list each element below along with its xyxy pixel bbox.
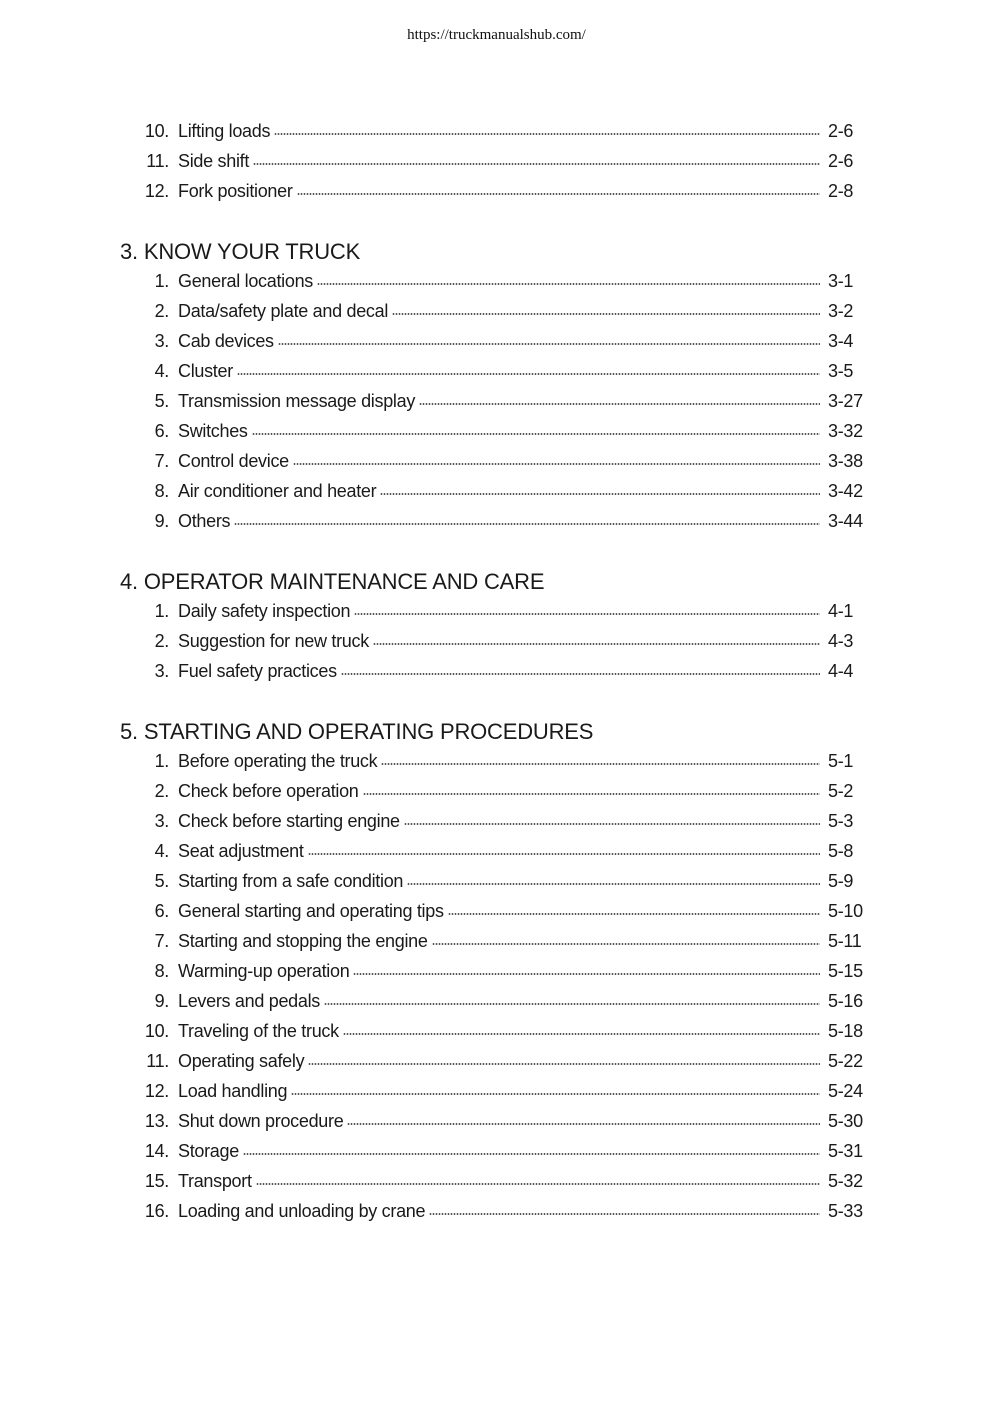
- toc-entry-number: 2.: [154, 631, 169, 651]
- dot-leader: [407, 883, 820, 885]
- toc-entry-line: [178, 869, 820, 893]
- toc-entry-number: 9.: [154, 991, 169, 1011]
- toc-entry[interactable]: [0, 809, 993, 839]
- toc-entry-page: 5-3: [828, 811, 854, 831]
- toc-entry-line: [178, 1109, 820, 1133]
- dot-leader: [432, 943, 820, 945]
- toc-entry[interactable]: [0, 1169, 993, 1199]
- toc-entry-number: 11.: [146, 151, 169, 171]
- toc-entry[interactable]: [0, 269, 993, 299]
- toc-entry-label: Cab devices: [178, 329, 278, 353]
- toc-entry-label: Control device: [178, 449, 293, 473]
- toc-entry-line: [178, 809, 820, 833]
- toc-entry[interactable]: [0, 959, 993, 989]
- toc-entry-label: Air conditioner and heater: [178, 479, 380, 503]
- toc-entry[interactable]: [0, 1109, 993, 1139]
- dot-leader: [404, 823, 820, 825]
- dot-leader: [291, 1093, 820, 1095]
- toc-entry-page: 4-4: [828, 661, 854, 681]
- dot-leader: [373, 643, 820, 645]
- toc-entry-number: 12.: [144, 1081, 169, 1101]
- toc-entry-number: 6.: [154, 901, 169, 921]
- toc-entry-page: 5-9: [828, 871, 854, 891]
- dot-leader: [354, 613, 820, 615]
- toc-entry[interactable]: [0, 1019, 993, 1049]
- toc-entry-label: Check before operation: [178, 779, 363, 803]
- toc-entry[interactable]: [0, 899, 993, 929]
- dot-leader: [243, 1153, 820, 1155]
- toc-entry-line: [178, 449, 820, 473]
- toc-entry-line: [178, 179, 820, 203]
- dot-leader: [293, 463, 820, 465]
- toc-entry-page: 5-30: [828, 1111, 863, 1131]
- toc-entry-label: Transmission message display: [178, 389, 419, 413]
- toc-entry-page: 5-33: [828, 1201, 863, 1221]
- toc-entry-line: [178, 359, 820, 383]
- toc-entry[interactable]: [0, 599, 993, 629]
- toc-entry-line: [178, 329, 820, 353]
- dot-leader: [392, 313, 820, 315]
- toc-entry-line: [178, 1019, 820, 1043]
- toc-entry-line: [178, 899, 820, 923]
- toc-entry[interactable]: [0, 299, 993, 329]
- toc-entry-number: 5.: [154, 871, 169, 891]
- toc-entry-number: 1.: [154, 751, 169, 771]
- toc-entry-number: 9.: [154, 511, 169, 531]
- dot-leader: [234, 523, 820, 525]
- toc-entry-page: 3-1: [828, 271, 854, 291]
- toc-entry-number: 12.: [144, 181, 169, 201]
- dot-leader: [419, 403, 820, 405]
- toc-entry-label: Side shift: [178, 149, 253, 173]
- toc-entry[interactable]: [0, 779, 993, 809]
- toc-entry-page: 5-1: [828, 751, 854, 771]
- dot-leader: [253, 163, 820, 165]
- dot-leader: [353, 973, 820, 975]
- toc-entry-page: 5-10: [828, 901, 863, 921]
- toc-entry-line: [178, 269, 820, 293]
- toc-entry-line: [178, 1169, 820, 1193]
- toc-entry-page: 5-24: [828, 1081, 863, 1101]
- toc-entry-label: Daily safety inspection: [178, 599, 354, 623]
- toc-entry-number: 3.: [154, 331, 169, 351]
- section-title: 3. KNOW YOUR TRUCK: [120, 239, 361, 264]
- toc-entry-number: 3.: [154, 661, 169, 681]
- toc-entry-number: 15.: [144, 1171, 169, 1191]
- dot-leader: [347, 1123, 820, 1125]
- toc-entry-number: 8.: [154, 961, 169, 981]
- dot-leader: [256, 1183, 820, 1185]
- toc-entry[interactable]: [0, 329, 993, 359]
- toc-entry-page: 5-22: [828, 1051, 863, 1071]
- toc-entry-page: 2-6: [828, 151, 854, 171]
- toc-entry[interactable]: [0, 389, 993, 419]
- toc-entry-label: Storage: [178, 1139, 243, 1163]
- toc-entry-page: 3-5: [828, 361, 854, 381]
- dot-leader: [380, 493, 820, 495]
- toc-entry-line: [178, 389, 820, 413]
- toc-entry-page: 2-6: [828, 121, 854, 141]
- dot-leader: [324, 1003, 820, 1005]
- toc-entry-number: 3.: [154, 811, 169, 831]
- toc-entry-label: Transport: [178, 1169, 256, 1193]
- toc-entry[interactable]: [0, 839, 993, 869]
- toc-entry-line: [178, 839, 820, 863]
- toc-entry-line: [178, 929, 820, 953]
- toc-entry-label: Seat adjustment: [178, 839, 308, 863]
- toc-entry-label: General locations: [178, 269, 317, 293]
- toc-entry-line: [178, 419, 820, 443]
- header-url[interactable]: https://truckmanualshub.com/: [407, 27, 586, 43]
- toc-entry-line: [178, 749, 820, 773]
- toc-entry-label: Fork positioner: [178, 179, 297, 203]
- toc-entry[interactable]: [0, 1049, 993, 1079]
- toc-entry[interactable]: [0, 509, 993, 539]
- toc-entry-line: [178, 299, 820, 323]
- toc-entry-number: 7.: [154, 931, 169, 951]
- toc-entry[interactable]: [0, 1199, 993, 1229]
- toc-entry-page: 5-2: [828, 781, 854, 801]
- toc-entry-number: 5.: [154, 391, 169, 411]
- toc-entry-line: [178, 659, 820, 683]
- toc-entry[interactable]: [0, 419, 993, 449]
- toc-entry-number: 8.: [154, 481, 169, 501]
- toc-entry-page: 5-8: [828, 841, 854, 861]
- dot-leader: [363, 793, 820, 795]
- toc-entry-number: 10.: [144, 121, 169, 141]
- toc-entry-page: 3-27: [828, 391, 863, 411]
- toc-entry-label: Starting and stopping the engine: [178, 929, 432, 953]
- toc-entry-label: Cluster: [178, 359, 237, 383]
- toc-entry-label: General starting and operating tips: [178, 899, 448, 923]
- toc-entry-page: 3-32: [828, 421, 863, 441]
- toc-entry-number: 10.: [144, 1021, 169, 1041]
- toc-entry-page: 3-2: [828, 301, 854, 321]
- toc-entry[interactable]: [0, 359, 993, 389]
- toc-entry-line: [178, 1049, 820, 1073]
- dot-leader: [381, 763, 820, 765]
- toc-entry-label: Lifting loads: [178, 119, 274, 143]
- dot-leader: [278, 343, 820, 345]
- toc-entry-number: 2.: [154, 781, 169, 801]
- toc-entry-label: Levers and pedals: [178, 989, 324, 1013]
- toc-entry-number: 11.: [146, 1051, 169, 1071]
- toc-entry-line: [178, 1079, 820, 1103]
- toc-entry-label: Operating safely: [178, 1049, 308, 1073]
- toc-entry-number: 2.: [154, 301, 169, 321]
- toc-entry-page: 5-31: [828, 1141, 863, 1161]
- toc-entry[interactable]: [0, 749, 993, 779]
- toc-entry[interactable]: [0, 869, 993, 899]
- toc-entry-page: 3-4: [828, 331, 854, 351]
- toc-entry-line: [178, 479, 820, 503]
- section-title: 5. STARTING AND OPERATING PROCEDURES: [120, 719, 594, 744]
- toc-entry-label: Fuel safety practices: [178, 659, 341, 683]
- toc-entry-label: Starting from a safe condition: [178, 869, 407, 893]
- toc-entry-line: [178, 629, 820, 653]
- dot-leader: [237, 373, 820, 375]
- toc-entry-label: Shut down procedure: [178, 1109, 347, 1133]
- toc-entry-label: Suggestion for new truck: [178, 629, 373, 653]
- toc-entry-page: 5-11: [828, 931, 862, 951]
- toc-entry-line: [178, 1199, 820, 1223]
- toc-entry-number: 1.: [154, 271, 169, 291]
- toc-entry-label: Before operating the truck: [178, 749, 381, 773]
- toc-entry-page: 5-18: [828, 1021, 863, 1041]
- toc-entry-number: 13.: [144, 1111, 169, 1131]
- toc-entry-page: 2-8: [828, 181, 854, 201]
- toc-entry[interactable]: [0, 929, 993, 959]
- toc-entry-number: 1.: [154, 601, 169, 621]
- toc-entry-label: Others: [178, 509, 234, 533]
- toc-entry-page: 3-42: [828, 481, 863, 501]
- toc-entry[interactable]: [0, 479, 993, 509]
- toc-entry[interactable]: [0, 179, 993, 209]
- toc-entry[interactable]: [0, 449, 993, 479]
- toc-entry-number: 6.: [154, 421, 169, 441]
- toc-entry-page: 3-38: [828, 451, 863, 471]
- dot-leader: [308, 1063, 820, 1065]
- toc-entry-label: Check before starting engine: [178, 809, 404, 833]
- toc-entry-label: Switches: [178, 419, 252, 443]
- toc-entry-line: [178, 149, 820, 173]
- toc-entry-page: 5-15: [828, 961, 863, 981]
- toc-entry-line: [178, 1139, 820, 1163]
- toc-entry[interactable]: [0, 629, 993, 659]
- toc-entry-label: Loading and unloading by crane: [178, 1199, 429, 1223]
- dot-leader: [297, 193, 820, 195]
- toc-entry-line: [178, 119, 820, 143]
- toc-entry-line: [178, 509, 820, 533]
- dot-leader: [429, 1213, 820, 1215]
- toc-entry[interactable]: [0, 659, 993, 689]
- toc-entry-line: [178, 779, 820, 803]
- dot-leader: [317, 283, 820, 285]
- toc-entry[interactable]: [0, 149, 993, 179]
- toc-entry-number: 14.: [144, 1141, 169, 1161]
- dot-leader: [274, 133, 820, 135]
- toc-entry-page: 4-1: [828, 601, 854, 621]
- toc-entry-label: Data/safety plate and decal: [178, 299, 392, 323]
- toc-entry-line: [178, 599, 820, 623]
- toc-entry-number: 16.: [144, 1201, 169, 1221]
- toc-entry-number: 4.: [154, 841, 169, 861]
- toc-entry[interactable]: [0, 1139, 993, 1169]
- toc-entry[interactable]: [0, 1079, 993, 1109]
- dot-leader: [252, 433, 820, 435]
- toc-entry-label: Load handling: [178, 1079, 291, 1103]
- toc-entry-label: Traveling of the truck: [178, 1019, 343, 1043]
- toc-entry-label: Warming-up operation: [178, 959, 353, 983]
- toc-entry-number: 4.: [154, 361, 169, 381]
- toc-entry-page: 3-44: [828, 511, 863, 531]
- toc-entry[interactable]: [0, 119, 993, 149]
- dot-leader: [448, 913, 820, 915]
- toc-entry-number: 7.: [154, 451, 169, 471]
- dot-leader: [308, 853, 820, 855]
- toc-entry-page: 5-32: [828, 1171, 863, 1191]
- toc-entry[interactable]: [0, 989, 993, 1019]
- dot-leader: [341, 673, 820, 675]
- toc-entry-line: [178, 989, 820, 1013]
- toc-entry-page: 5-16: [828, 991, 863, 1011]
- toc-entry-page: 4-3: [828, 631, 854, 651]
- dot-leader: [343, 1033, 820, 1035]
- section-title: 4. OPERATOR MAINTENANCE AND CARE: [120, 569, 545, 594]
- toc-entry-line: [178, 959, 820, 983]
